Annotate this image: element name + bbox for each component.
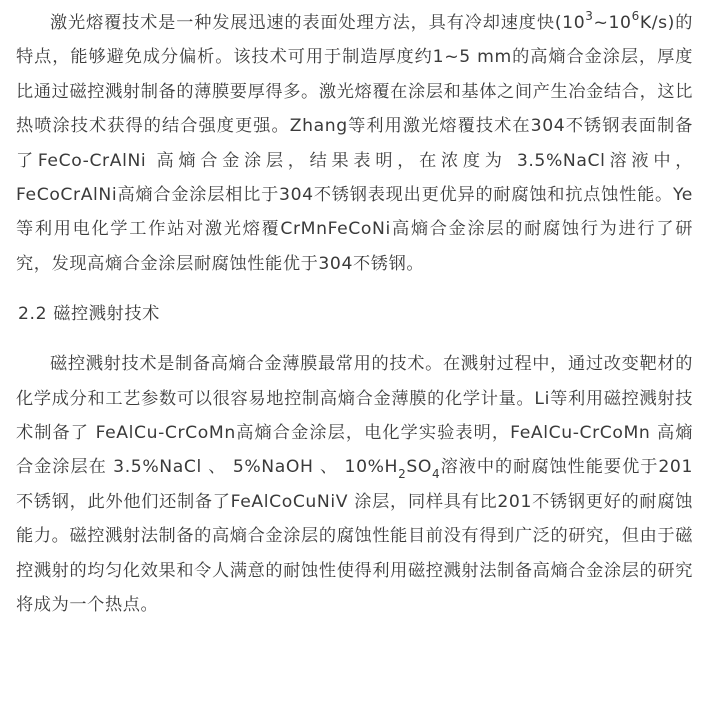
paragraph-text: 溶液中的耐腐蚀性能要优于201不锈钢，此外他们还制备了FeAlCoCuNiV 涂层，同样具有比201不锈钢更好的耐腐蚀能力。磁控溅射法制备的高熵合金涂层的腐蚀性能目前没有得到广泛的研究，但由于磁控溅射的均匀化效果和令人满意的耐蚀性使得利用磁控溅射法制备高熵合金涂层的研究将成为一个热点。 xyxy=(16,457,693,616)
subscript-number: 4 xyxy=(431,467,441,482)
superscript-exponent: 6 xyxy=(631,9,640,23)
paragraph-text: 激光熔覆技术是一种发展迅速的表面处理方法，具有冷却速度快(10 xyxy=(50,13,586,33)
subscript-number: 2 xyxy=(398,467,407,482)
paragraph-text: K/s)的特点，能够避免成分偏析。该技术可用于制造厚度约1~5 mm的高熵合金涂层，厚度比通过磁控溅射制备的薄膜要厚得多。激光熔覆在涂层和基体之间产生冶金结合，这比热喷涂技术获得的结合强度更强。Zhang等利用激光熔覆技术在304不锈钢表面制备了FeCo-CrAlNi 高熵合金涂层，结果表明，在浓度为 3.5%NaCl溶液中，FeCoCrAlNi高熵合金涂层相比于304不锈钢表现出更优异的耐腐蚀和抗点蚀性能。Ye等利用电化学工作站对激光熔覆CrMnFeCoNi高熵合金涂层的耐腐蚀行为进行了研究，发现高熵合金涂层耐腐蚀性能优于304不锈钢。 xyxy=(16,13,693,274)
paragraph-magnetron-sputtering xyxy=(16,347,693,622)
paragraph-text: 磁控溅射技术是制备高熵合金薄膜最常用的技术。在溅射过程中，通过改变靶材的化学成分和工艺参数可以很容易地控制高熵合金薄膜的化学计量。Li等利用磁控溅射技术制备了 FeAlCu-CrCoMn高熵合金涂层，电化学实验表明，FeAlCu-CrCoMn 高熵合金涂层在 3.5%NaCl 、 5%NaOH 、 10%H xyxy=(16,354,693,478)
paragraph-text: SO xyxy=(406,457,432,478)
superscript-exponent: 3 xyxy=(585,9,594,23)
paragraph-laser-cladding xyxy=(16,6,693,281)
section-heading: 2.2 磁控溅射技术 xyxy=(18,304,160,325)
paragraph-text: ~10 xyxy=(593,13,632,33)
article-body xyxy=(16,6,693,623)
